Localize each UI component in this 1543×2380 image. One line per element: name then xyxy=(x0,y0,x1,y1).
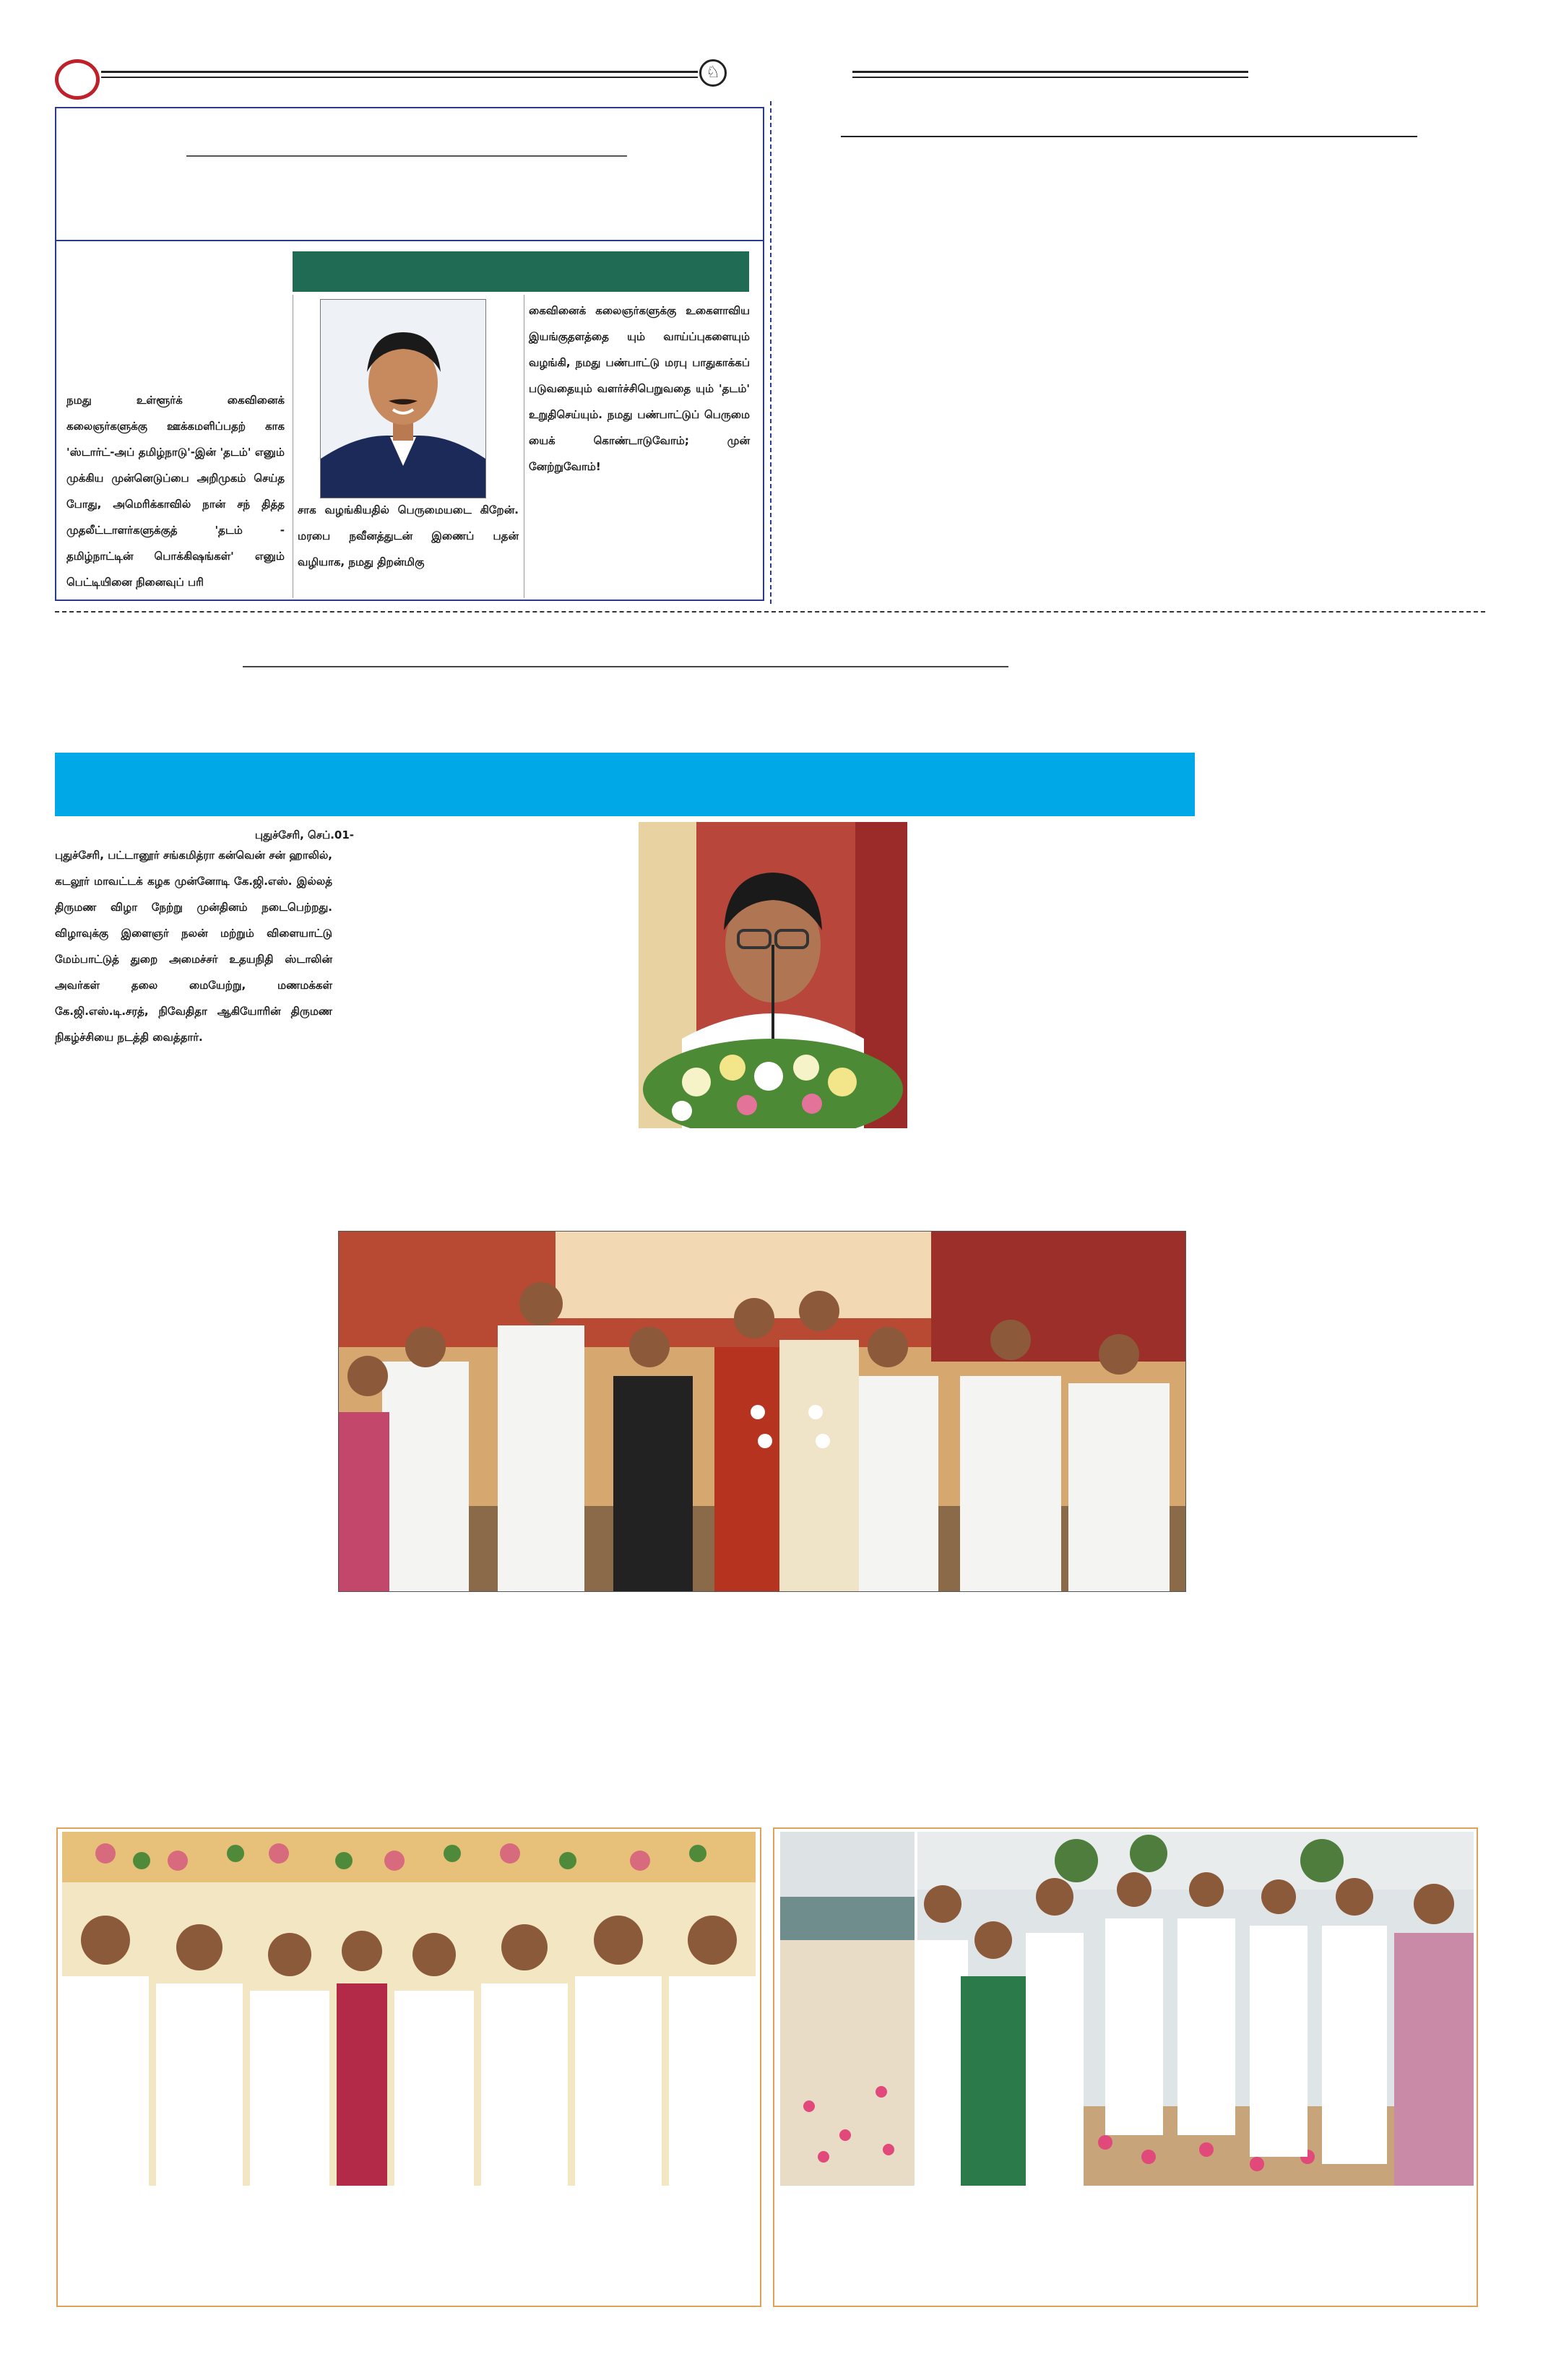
horizontal-dashed-separator xyxy=(55,611,1485,613)
header-rule-right-2 xyxy=(852,77,1248,78)
article1-divider xyxy=(56,240,763,241)
ceremony-photo xyxy=(917,1832,1474,2186)
portrait-photo xyxy=(320,299,486,498)
wedding-group-photo xyxy=(338,1231,1186,1592)
article1-col2-text: சாக வழங்கியதில் பெருமையடை கிறேன். மரபை நவீனத்துடன் இணைப் பதன் வழியாக, நமது திறன்மிகு xyxy=(298,503,519,568)
header-rule-left xyxy=(101,71,698,73)
article1-col3-text: கைவினைக் கலைஞர்களுக்கு உகைளாவிய இயங்குதளத்தை யும் வாய்ப்புகளையும் வழங்கி, நமது பண்பாட்டு மரபு பாதுகாக்கப் படுவதையும் வளர்ச்சிபெறுவதை யும் 'தடம்' உறுதிசெய்யும். நமது பண்பாட்டுப் பெருமை யைக் கொண்டாடுவோம்; முன் னேற்றுவோம்! xyxy=(529,304,750,473)
article2-headline-rule xyxy=(243,666,1008,667)
article2-dateline: புதுச்சேரி, செப்.01- xyxy=(254,828,354,841)
article1-green-banner xyxy=(293,251,749,292)
article1-headline-rule xyxy=(186,155,627,157)
header-rule-right xyxy=(852,71,1248,73)
bottom-left-group-photo xyxy=(62,1832,756,2186)
speaker-photo xyxy=(639,822,907,1128)
article2-body: புதுச்சேரி, பட்டானூர் சங்கமித்ரா கன்வென் சன் ஹாலில், கடலூர் மாவட்டக் கழக முன்னோடி கே.ஜி.எஸ். இல்லத் திருமண விழா நேற்று முன்தினம் நடைபெற்றது. விழாவுக்கு இளைஞர் நலன் மற்றும் விளையாட்டு மேம்பாட்டுத் துறை அமைச்சர் உதயநிதி ஸ்டாலின் அவர்கள் தலை மையேற்று, மணமக்கள் கே.ஜி.எஸ்.டி.சரத், நிவேதிதா ஆகியோரின் திருமண நிகழ்ச்சியை நடத்தி வைத்தார். xyxy=(55,849,332,1044)
page-logo-circle xyxy=(55,59,100,100)
vertical-dashed-separator xyxy=(770,101,772,604)
article1-col1-text: நமது உள்ளூர்க் கைவினைக் கலைஞர்களுக்கு ஊக்கமளிப்பதற் காக 'ஸ்டார்ட்-அப் தமிழ்நாடு'-இன் 'தடம்' எனும் முக்கிய முன்னெடுப்பை அறிமுகம் செய்த போது, அமெரிக்காவில் நான் சந் தித்த முதலீட்டாளர்களுக்குத் 'தடம் - தமிழ்நாட்டின் பொக்கிஷங்கள்' எனும் பெட்டியினை நினைவுப் பரி xyxy=(66,394,285,589)
beach-photo xyxy=(780,1832,915,2186)
article2-cyan-banner xyxy=(55,753,1195,816)
party-emblem-icon: ♘ xyxy=(699,59,727,87)
header-rule-left-2 xyxy=(101,77,698,78)
right-column-rule xyxy=(841,136,1417,137)
